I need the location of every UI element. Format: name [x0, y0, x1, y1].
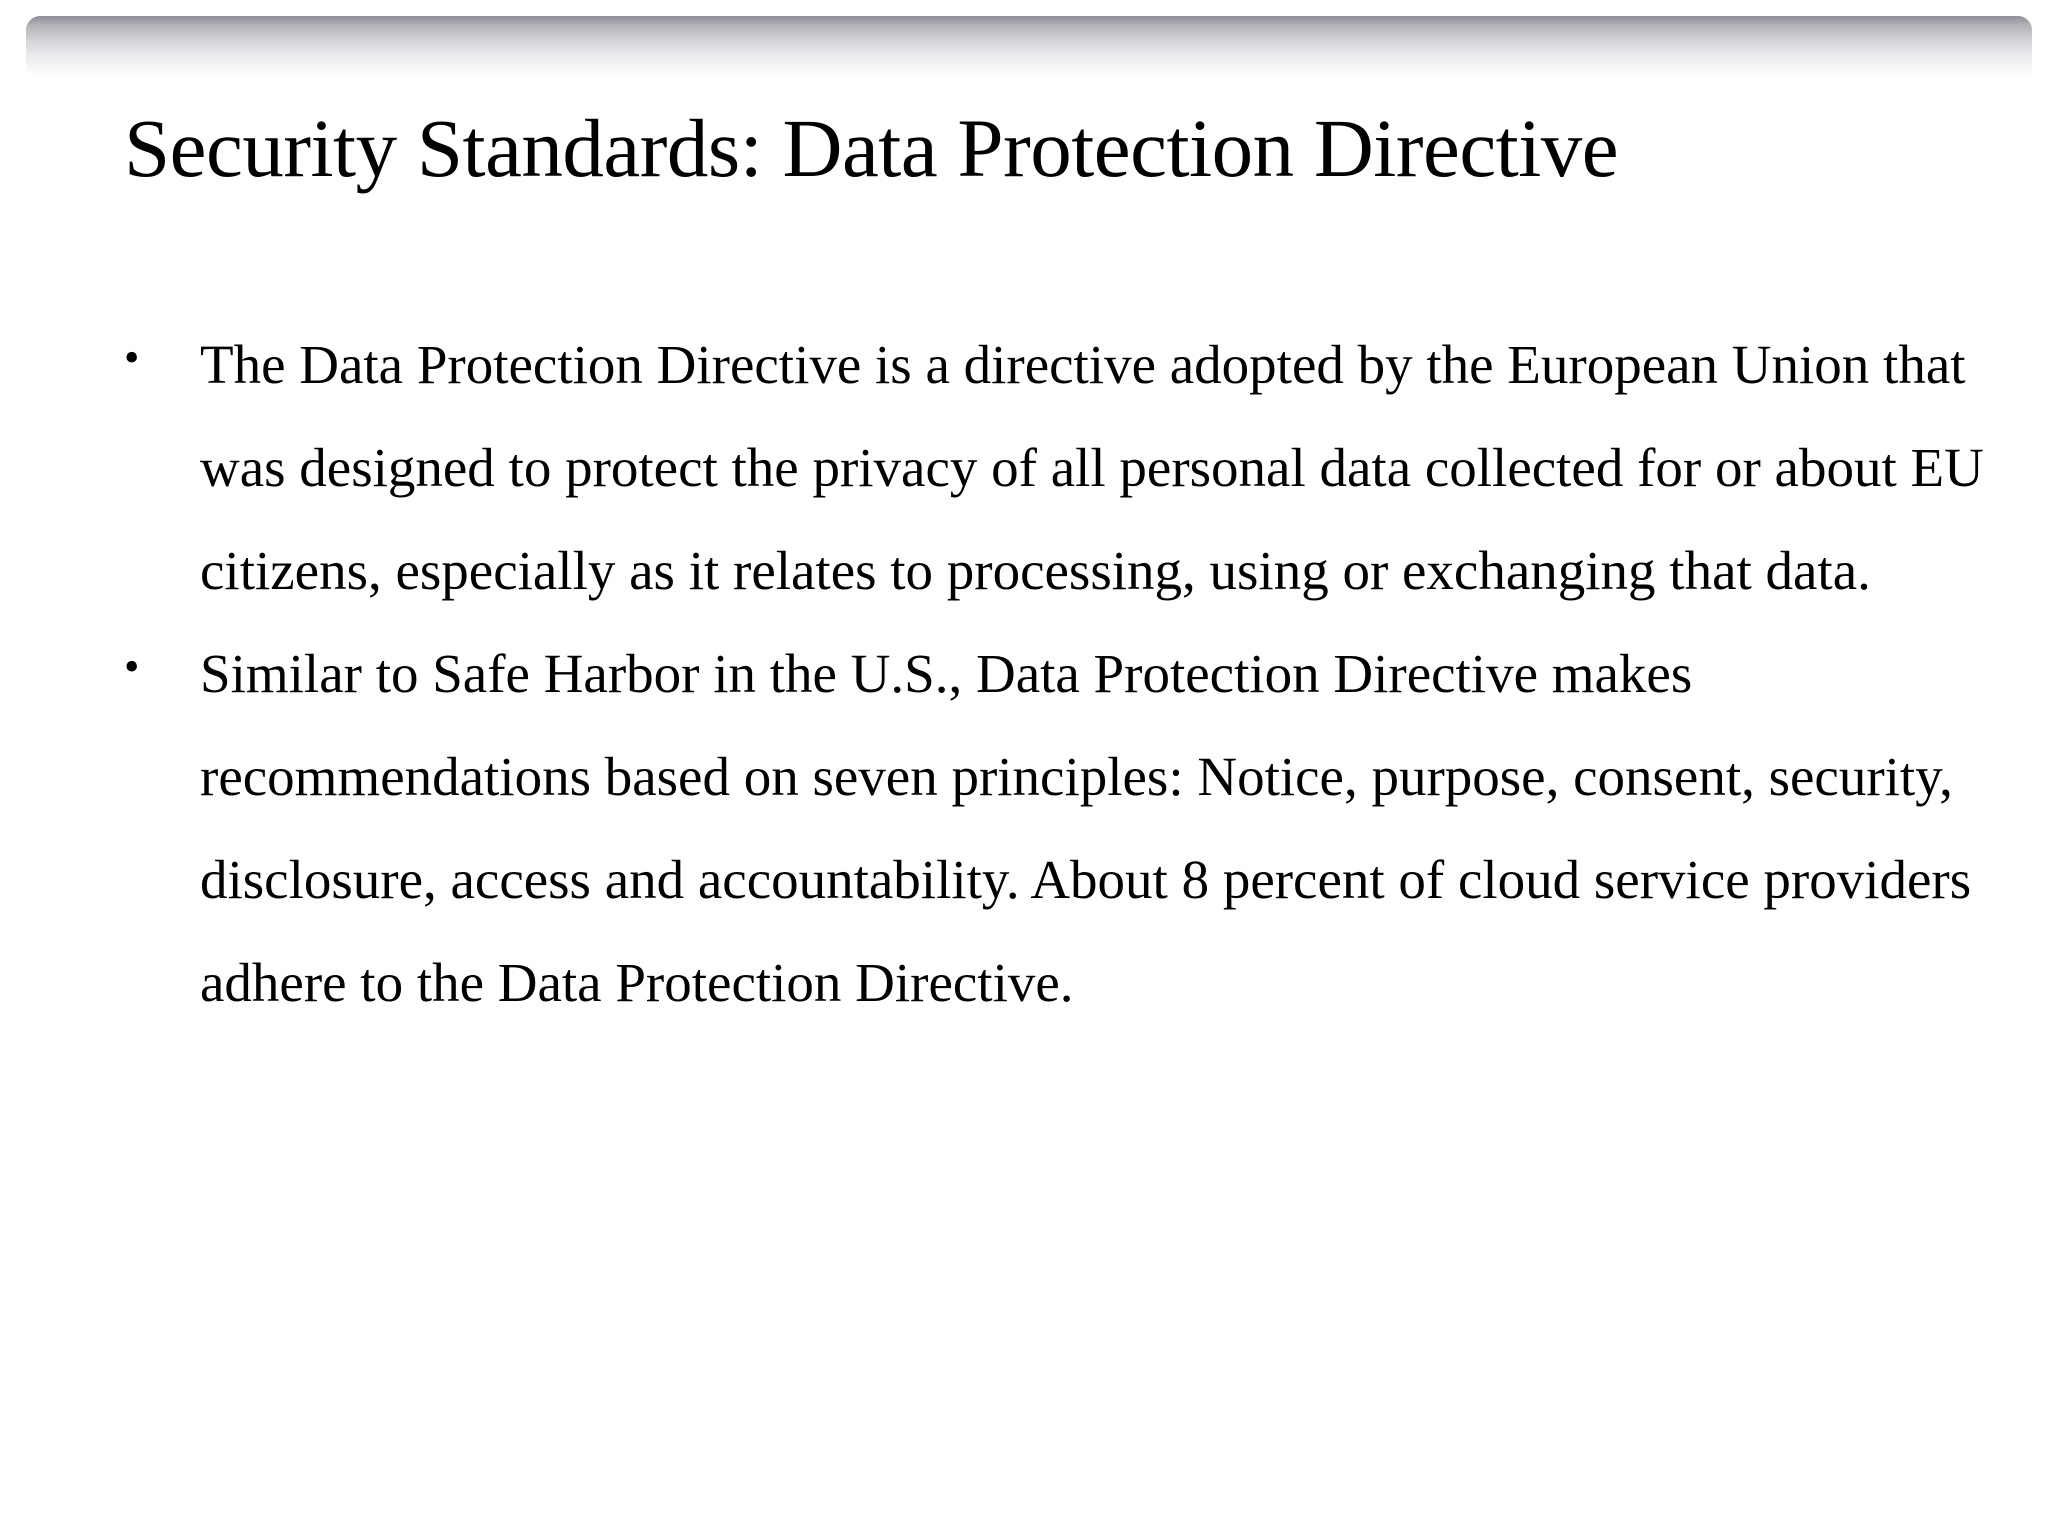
bullet-text: The Data Protection Directive is a directive adopted by the European Union that was designed to protect the privacy of all personal data collected for or about EU citizens, especially as it relates to processing, using or exchanging that data. — [200, 334, 1984, 601]
bullet-icon: • — [124, 333, 140, 382]
bullet-item-seven-principles — [124, 622, 1984, 1034]
bullet-icon: • — [124, 642, 140, 691]
bullet-item-data-protection-directive — [124, 313, 1984, 622]
slide-title: Security Standards: Data Protection Directive — [124, 102, 1619, 194]
header-gradient-bar — [26, 16, 2032, 76]
bullet-text: Similar to Safe Harbor in the U.S., Data Protection Directive makes recommendations based on seven principles: Notice, purpose, consent, security, disclosure, access and accountability. About 8 percent of cloud service providers adhere to the Data Protection Directive. — [200, 643, 1972, 1013]
bullet-list — [124, 313, 1984, 1034]
